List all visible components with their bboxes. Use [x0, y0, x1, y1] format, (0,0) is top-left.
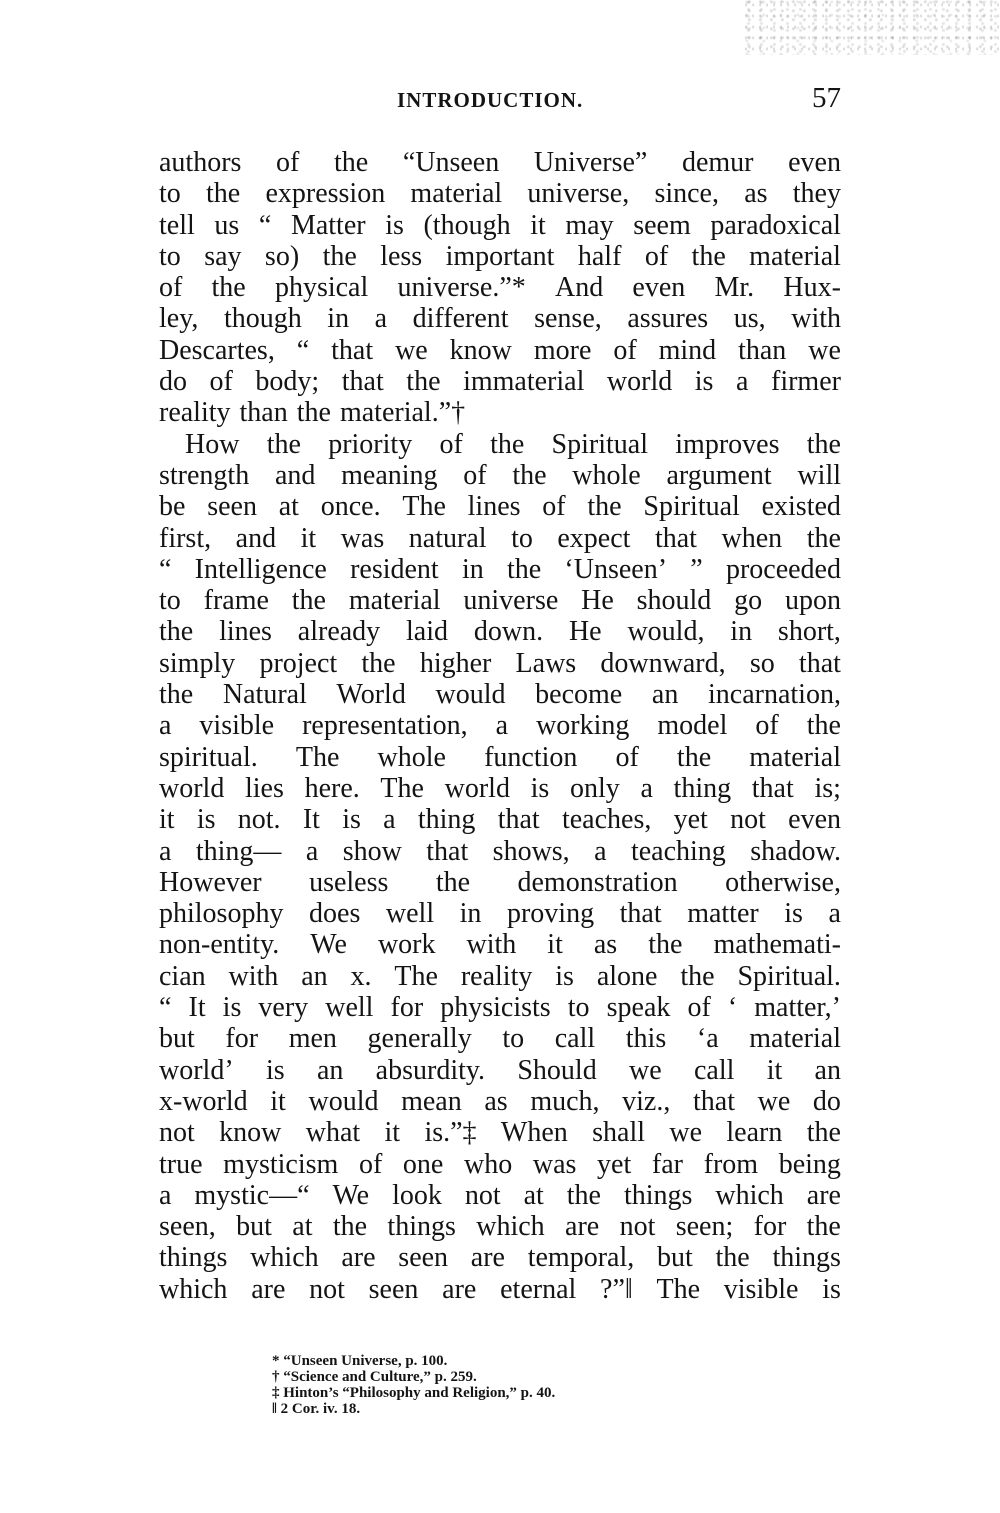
body-text [159, 147, 841, 1305]
text-line: the lines already laid down. He would, in short, [159, 616, 841, 648]
text-line: a mystic—“ We look not at the things which are [159, 1179, 841, 1211]
running-head [159, 82, 841, 118]
text-line: tell us “ Matter is (though it may seem paradoxical [159, 209, 841, 241]
text-line: a thing— a show that shows, a teaching shadow. [159, 835, 841, 867]
text-line: the Natural World would become an incarnation, [159, 679, 841, 711]
footnote: * “Unseen Universe, p. 100. [272, 1353, 448, 1369]
text-line: be seen at once. The lines of the Spiritual existed [159, 491, 841, 523]
text-line: cian with an x. The reality is alone the Spiritual. [159, 960, 841, 992]
text-line: However useless the demonstration otherwise, [159, 866, 841, 898]
text-line: spiritual. The whole function of the material [159, 741, 841, 773]
text-line: things which are seen are temporal, but the things [159, 1242, 841, 1274]
text-line: x-world it would mean as much, viz., that we do [159, 1085, 841, 1117]
page-number: 57 [812, 82, 841, 114]
text-line: “ It is very well for physicists to speak of ‘ matter,’ [159, 992, 841, 1024]
text-line: philosophy does well in proving that matter is a [159, 898, 841, 930]
text-line: ley, though in a different sense, assures us, with [159, 303, 841, 335]
text-line: reality than the material.”† [159, 397, 466, 429]
text-line: of the physical universe.”* And even Mr. Hux- [159, 272, 841, 304]
text-line: a visible representation, a working model of the [159, 710, 841, 742]
text-line: How the priority of the Spiritual improves the [185, 428, 841, 460]
text-line: world’ is an absurdity. Should we call it an [159, 1054, 841, 1086]
text-line: strength and meaning of the whole argument will [159, 459, 841, 491]
text-line: to the expression material universe, since, as they [159, 178, 841, 210]
text-line: it is not. It is a thing that teaches, yet not even [159, 804, 841, 836]
text-line: non-entity. We work with it as the mathemati- [159, 929, 841, 961]
text-line: to say so) the less important half of the material [159, 240, 841, 272]
running-title: INTRODUCTION. [397, 88, 584, 112]
text-line: seen, but at the things which are not seen; for the [159, 1211, 841, 1243]
scan-noise [740, 0, 1000, 55]
text-line: to frame the material universe He should go upon [159, 585, 841, 617]
footnote: ‡ Hinton’s “Philosophy and Religion,” p. 40. [272, 1385, 556, 1401]
text-line: simply project the higher Laws downward, so that [159, 647, 841, 679]
footnote: ‖ 2 Cor. iv. 18. [272, 1401, 361, 1417]
text-line: Descartes, “ that we know more of mind than we [159, 334, 841, 366]
text-line: not know what it is.”‡ When shall we learn the [159, 1117, 841, 1149]
text-line: authors of the “Unseen Universe” demur even [159, 147, 841, 178]
text-line: true mysticism of one who was yet far from being [159, 1148, 841, 1180]
footnotes [272, 1353, 752, 1417]
text-line: which are not seen are eternal ?”‖ The visible is [159, 1273, 841, 1305]
text-line: first, and it was natural to expect that when the [159, 522, 841, 554]
text-line: but for men generally to call this ‘a material [159, 1023, 841, 1055]
text-line: “ Intelligence resident in the ‘Unseen’ ” proceeded [159, 553, 841, 585]
text-line: do of body; that the immaterial world is a firmer [159, 366, 841, 398]
footnote: † “Science and Culture,” p. 259. [272, 1369, 477, 1385]
text-line: world lies here. The world is only a thing that is; [159, 772, 841, 804]
